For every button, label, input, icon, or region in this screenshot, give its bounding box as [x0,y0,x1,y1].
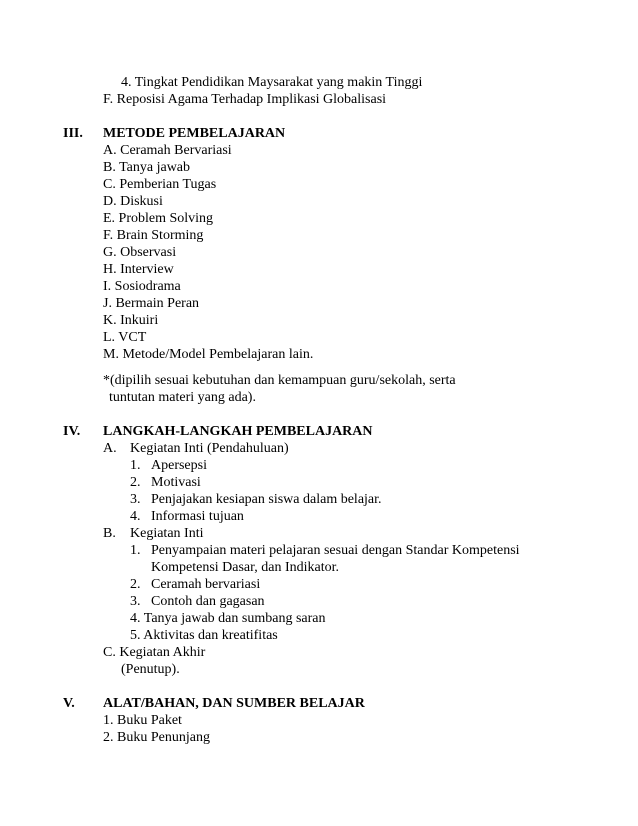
step-a-item-num: 2. [130,475,141,490]
method-item: K. Inkuiri [103,313,159,328]
section-4-numeral: IV. [63,424,81,439]
method-item: H. Interview [103,262,174,277]
resource-item: 1. Buku Paket [103,713,182,728]
step-b-item-4: 4. Tanya jawab dan sumbang saran [130,611,326,626]
step-a-item-num: 3. [130,492,141,507]
step-a-item-num: 4. [130,509,141,524]
step-c-subtitle: (Penutup). [121,662,180,677]
step-a-title: Kegiatan Inti (Pendahuluan) [130,441,289,456]
step-a-item-text: Penjajakan kesiapan siswa dalam belajar. [151,492,382,507]
step-b-item-5: 5. Aktivitas dan kreatifitas [130,628,278,643]
top-item-f: F. Reposisi Agama Terhadap Implikasi Globalisasi [103,92,387,107]
step-a-item-text: Motivasi [151,475,201,490]
method-item: G. Observasi [103,245,177,260]
top-item-4: 4. Tingkat Pendidikan Maysarakat yang makin Tinggi [121,75,423,90]
step-b-title: Kegiatan Inti [130,526,204,541]
section-3-title: METODE PEMBELAJARAN [103,126,286,141]
method-item: I. Sosiodrama [103,279,181,294]
method-item: B. Tanya jawab [103,160,191,175]
step-b-item-1-line-1: Penyampaian materi pelajaran sesuai dengan Standar Kompetensi [151,543,520,558]
step-b-item-3: Contoh dan gagasan [151,594,265,609]
step-a-item-num: 1. [130,458,141,473]
step-b-item-num: 3. [130,594,141,609]
step-b-item-num: 2. [130,577,141,592]
method-item: A. Ceramah Bervariasi [103,143,232,158]
step-a-label: A. [103,441,117,456]
step-a-item-text: Apersepsi [151,458,207,473]
method-item: F. Brain Storming [103,228,204,243]
step-b-label: B. [103,526,116,541]
section-5-title: ALAT/BAHAN, DAN SUMBER BELAJAR [103,696,365,711]
step-b-item-2: Ceramah bervariasi [151,577,261,592]
method-note-line-2: tuntutan materi yang ada). [109,390,256,405]
step-b-item-1-line-2: Kompetensi Dasar, dan Indikator. [151,560,340,575]
section-5-numeral: V. [63,696,75,711]
method-item: J. Bermain Peran [103,296,200,311]
step-c-title: C. Kegiatan Akhir [103,645,206,660]
method-item: L. VCT [103,330,147,345]
method-item: D. Diskusi [103,194,163,209]
method-item: E. Problem Solving [103,211,214,226]
step-a-item-text: Informasi tujuan [151,509,244,524]
method-item: C. Pemberian Tugas [103,177,217,192]
resource-item: 2. Buku Penunjang [103,730,210,745]
step-b-item-num: 1. [130,543,141,558]
section-3-numeral: III. [63,126,83,141]
method-item: M. Metode/Model Pembelajaran lain. [103,347,314,362]
method-note-line-1: *(dipilih sesuai kebutuhan dan kemampuan guru/sekolah, serta [103,373,456,388]
section-4-title: LANGKAH-LANGKAH PEMBELAJARAN [103,424,373,439]
